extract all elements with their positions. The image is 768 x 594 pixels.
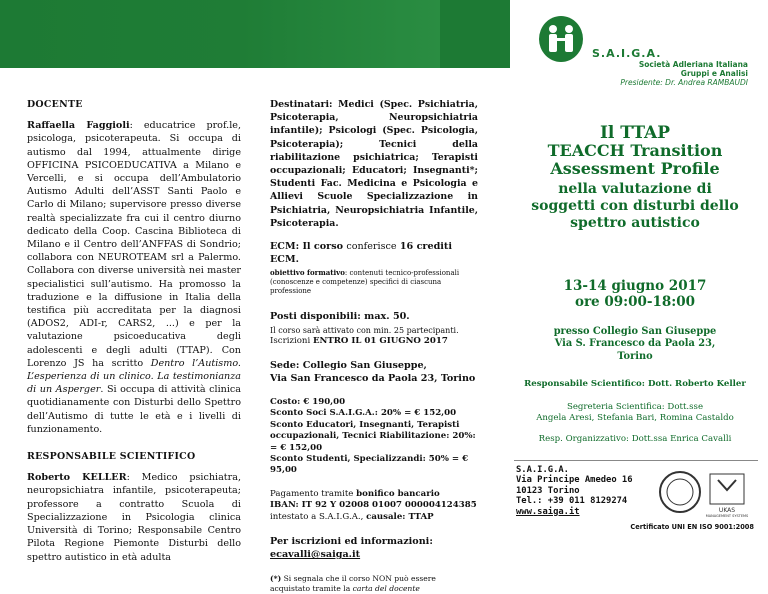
ecm-line [270,240,478,266]
pagamento [270,489,478,500]
title-line3: Assessment Profile [550,159,720,178]
ukas-sublabel: MANAGEMENT SYSTEMS [705,514,749,518]
people-icon [539,16,583,62]
ecm-conferisce: conferisce [346,241,397,253]
footer-street: Via Principe Amedeo 16 [516,475,633,486]
venue-line3: Torino [617,350,653,362]
org-name-line1: Società Adleriana Italiana [638,60,748,69]
footnote-italic: carta del docente [352,583,420,593]
course-time: ore 09:00-18:00 [574,294,696,310]
docente-bio-text: : educatrice prof.le, psicologa, psicoterapeuta. Si occupa di autismo dal 1994, attualmente dirige OFFICINA PSICOEDUCATIVA a Milano e Vercelli, e si occupa dell’Ambulatorio Autismo Adulti dell’ASST Santi Paolo e Carlo di Milano; supervisore presso diverse realtà specializzate fra cui il centro diurno dedicato della Coop. Cascina Biblioteca di Milano e il Centro dell’ANFFAS di Sondrio; collabora con NEUROTEAM srl a Palermo. Collabora con diverse università nei master specialistici sull’autismo. Ha promosso la traduzione e la diffusione in Italia della testifica più accreditata per la diagnosi (ADOS2, ADI-r, CARS2, ...) e per la valutazione psicoeducativa degli adolescenti e degli adulti (TTAP). Con Lorenzo JS ha scritto [27,120,241,369]
column-info [270,98,478,594]
obiettivo-text: : contenuti tecnico-professionali (conoscenze e competenze) specifici di ciascuna professione [270,269,460,296]
course-date: 13-14 giugno 2017 [563,278,707,294]
title-line5: soggetti con disturbi dello [531,198,739,214]
footer-divider [514,460,758,461]
sede-line1: Sede: Collegio San Giuseppe, [270,359,427,371]
iscrizioni-date: ENTRO IL 01 GIUGNO 2017 [312,335,448,346]
footer-city: 10123 Torino [516,485,580,496]
ecm-label: ECM: [270,241,300,253]
title-line2: TEACCH Transition [547,141,723,160]
posti: Posti disponibili: max. 50. [270,311,410,323]
segreteria-line1 [515,402,755,413]
footer-address [516,465,646,517]
docente-heading: DOCENTE [27,99,83,110]
costo: Costo: € 190,00 [270,397,346,408]
venue-line1: presso Collegio San Giuseppe [553,326,717,337]
footnote-mark: (*) [270,573,282,583]
segreteria-names: Angela Aresi, Stefania Bari, Romina Castaldo [536,413,734,424]
footnote-text: Si segnala che il corso NON può essere acquistato tramite la [270,573,436,593]
certification-seal-icon [650,468,750,518]
pagamento-block [270,489,478,523]
docente-bio [27,119,241,436]
pagamento-method: bonifico bancario [356,488,440,499]
destinatari-text: Medici (Spec. Psichiatria, Psicoterapia, Neuropsichiatria infantile); Psicologi (Spec. Psicologia, Psicoterapia); Tecnici della riabilitazione psichiatrica; Terapisti occupazionali; Educatori; Insegnanti*; Studenti Fac. Medicina e Psicologia e Allievi Scuole Specializzazione in Psichiatria, Neuropsichiatria Infantile, Psicoterapia. [270,99,478,229]
responsabile-bio-text: : Medico psichiatra, neuropsichiatra infantile, psicoterapeuta; professore a contratto Scuola di Specializzazione in Psicologia clinica Università di Torino; Responsabile Centro Pilota Regione Piemonte Disturbi dello spettro autistico in età adulta [27,472,242,563]
docente-book: Dentro l’Autismo. L’esperienza di un clinico. La testimonianza di un Asperger [27,357,241,396]
intestato [270,512,478,523]
title-line4: nella valutazione di [558,181,712,197]
destinatari [270,98,478,230]
ecm-credits: 16 crediti ECM. [270,241,453,266]
contact-email-link[interactable]: ecavalli@saiga.it [270,549,361,561]
info-label: Per iscrizioni ed informazioni: [270,536,433,548]
iscrizioni-label: Iscrizioni [270,335,313,346]
saiga-logo [539,16,583,62]
responsabile-bio [27,471,241,563]
segreteria-label: Segreteria Scientifica: [566,402,665,412]
resp-org-label: Resp. Organizzativo: [538,434,629,444]
course-title [515,96,755,246]
responsabile-heading: RESPONSABILE SCIENTIFICO [27,451,196,463]
iscrizioni [270,336,478,347]
footer-web-link[interactable]: www.saiga.it [516,506,580,517]
intestato-text: intestato a S.A.I.G.A., [270,511,367,522]
venue-block [515,326,755,363]
sede-line2: Via San Francesco da Paola 23, Torino [270,372,476,384]
sconto-studenti: Sconto Studenti, Specializzandi: 50% = € 95,00 [270,454,469,476]
column-docente [27,98,241,564]
resp-scientifico: Responsabile Scientifico: Dott. Roberto Keller [524,379,746,389]
docente-name: Raffaella Faggioli [27,120,130,132]
venue-line2: Via S. Francesco da Paola 23, [554,338,716,350]
org-acronym: S.A.I.G.A. [592,47,662,60]
costi-block [270,397,478,477]
certification-badges [650,468,750,518]
segreteria-block [515,402,755,425]
ukas-label: UKAS [718,507,736,514]
sconto-educatori: Sconto Educatori, Insegnanti, Terapisti occupazionali, Tecnici Riabilitazione: 20%: = € 152,00 [270,419,476,453]
org-president: Presidente: Dr. Andrea RAMBAUDI [620,78,748,87]
segreteria-title: Dott.sse [664,402,704,412]
footer-org: S.A.I.G.A. [516,465,569,475]
obiettivo [270,268,478,296]
resp-organizzativo [515,434,755,444]
responsabile-name: Roberto KELLER [27,472,127,484]
header-banner-gradient [0,0,440,68]
org-name-line2: Gruppi e Analisi [680,69,748,78]
footnote [270,574,478,594]
causale: causale: TTAP [366,511,434,522]
ecm-text: Il corso [299,241,347,253]
destinatari-label: Destinatari: [270,99,333,110]
iso-certificate: Certificato UNI EN ISO 9001:2008 [630,523,754,531]
title-line6: spettro autistico [570,215,700,231]
title-line1: Il TTAP [599,123,671,143]
posti-note: Il corso sarà attivato con min. 25 partecipanti. [270,325,459,335]
resp-org-name: Dott.ssa Enrica Cavalli [628,434,732,444]
pagamento-text: Pagamento tramite [270,488,357,499]
docente-bio-end: . Si occupa di attività clinica quotidianamente con Disturbi dello Spettro dell’Autismo di tutte le età e i livelli di funzionamento. [27,384,241,435]
iban: IBAN: IT 92 Y 02008 01007 000004124385 [270,500,477,511]
sconto-soci: Sconto Soci S.A.I.G.A.: 20% = € 152,00 [270,408,457,419]
course-date-block [515,278,755,310]
footer-tel: Tel.: +39 011 8129274 [516,496,628,507]
obiettivo-label: obiettivo formativo [270,268,345,278]
